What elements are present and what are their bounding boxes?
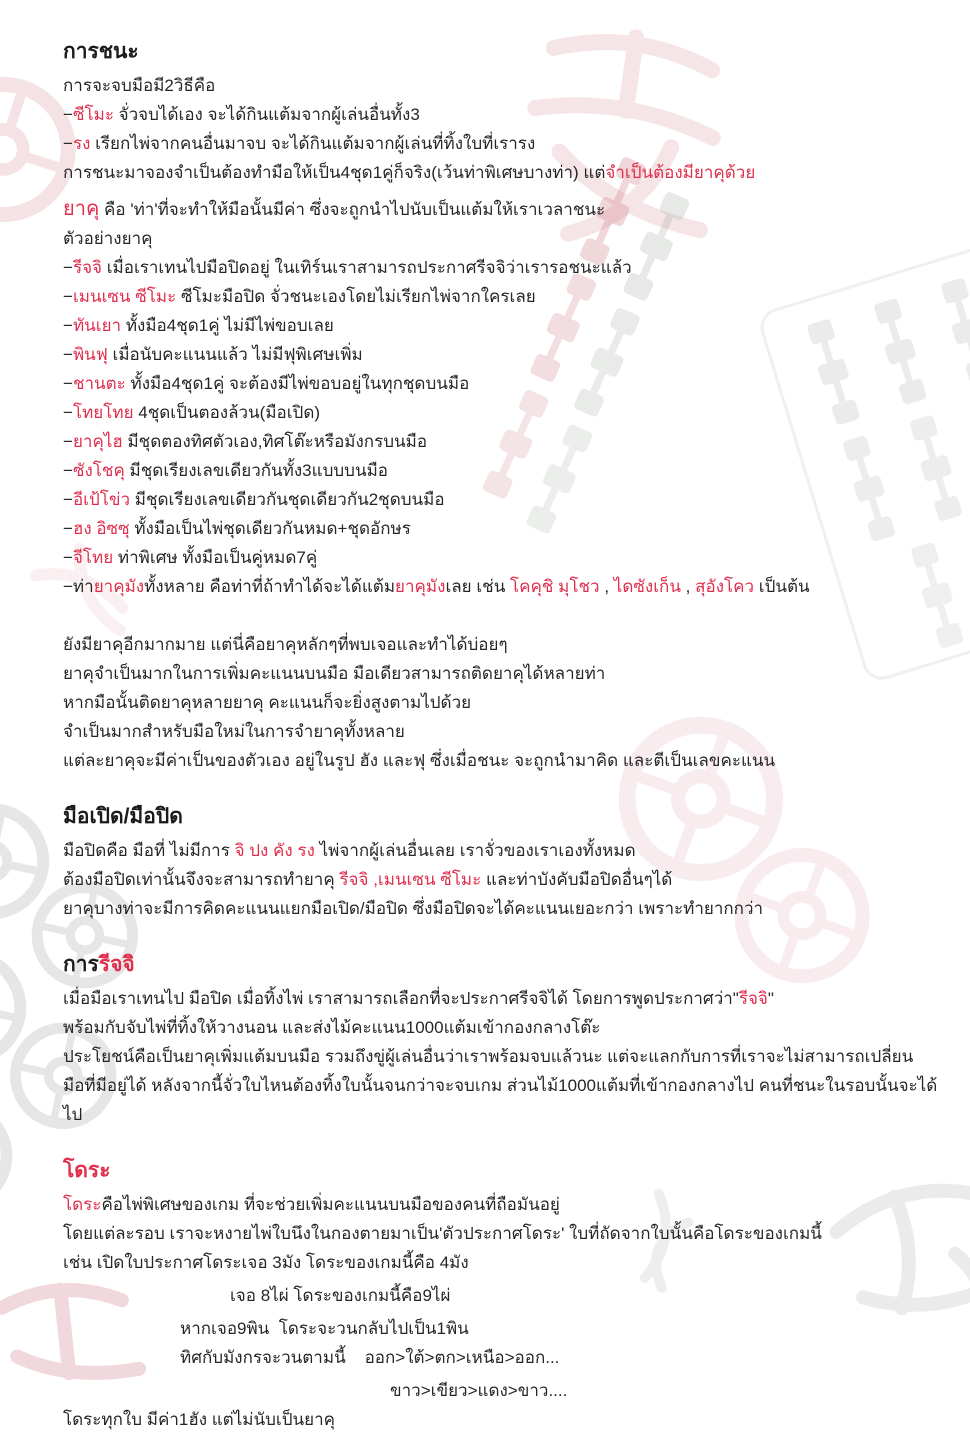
- text-segment: −: [63, 374, 73, 393]
- text-segment: โดยแต่ละรอบ เราจะหงายไพ่ใบนึงในกองตายมาเป็น'ตัวประกาศโดระ' ใบที่ถัดจากใบนั้นคือโดระของเกมนี้: [63, 1224, 822, 1243]
- text-segment: ทั้งหลาย คือท่าที่ถ้าทำได้จะได้แต้ม: [144, 577, 396, 596]
- text-segment: ท่าพิเศษ ทั้งมือเป็นคู่หมด7คู่: [113, 548, 318, 567]
- section-heading-riichi: [63, 950, 944, 980]
- text-line: [63, 1190, 944, 1219]
- text-segment: การชนะ: [63, 40, 139, 63]
- text-segment: ": [767, 989, 774, 1008]
- highlight-term: ไดซังเก็น: [613, 577, 681, 596]
- text-segment: ยังมียาคุอีกมากมาย แต่นี่คือยาคุหลักๆที่พบเจอและทำได้บ่อยๆ: [63, 635, 508, 654]
- text-line: [63, 1071, 944, 1129]
- text-segment: หากเจอ9พิน โดระจะวนกลับไปเป็น1พิน: [180, 1319, 469, 1338]
- text-line: [63, 1343, 944, 1372]
- text-segment: การชนะมาจองจำเป็นต้องทำมือให้เป็น4ชุด1คู่ก็จริง(เว้นท่าพิเศษบางท่า) แต่: [63, 163, 606, 182]
- text-line: [63, 282, 944, 311]
- section-heading-winning: [63, 37, 944, 67]
- blank-line: [63, 601, 944, 630]
- text-segment: ขาว>เขียว>แดง>ขาว....: [390, 1381, 568, 1400]
- text-segment: ยาคุบางท่าจะมีการคิดคะแนนแยกมือเปิด/มือปิด ซึ่งมือปิดจะได้คะแนนเยอะกว่า เพราะทำยากกว่า: [63, 899, 764, 918]
- text-segment: −: [63, 345, 73, 364]
- text-segment: −: [63, 287, 73, 306]
- highlight-term: ทันเยา: [72, 316, 122, 335]
- highlight-term: จีโทย: [72, 548, 114, 567]
- highlight-term: โดระ: [63, 1159, 111, 1182]
- highlight-term: จำเป็นต้องมียาคุด้วย: [605, 163, 756, 182]
- section-heading-dora: [63, 1156, 944, 1186]
- text-line: [63, 1314, 944, 1343]
- text-segment: −: [63, 432, 73, 451]
- text-segment: การจะจบมือมี2วิธีคือ: [63, 76, 216, 95]
- text-segment: −: [63, 519, 73, 538]
- text-line: [63, 129, 944, 158]
- text-segment: −: [63, 258, 73, 277]
- text-segment: −: [63, 461, 73, 480]
- text-line: [63, 1281, 944, 1310]
- text-line: [63, 630, 944, 659]
- section-heading-open-closed: [63, 802, 944, 832]
- highlight-term: รีจจิ ,เมนเซน ซีโมะ: [339, 870, 482, 889]
- text-segment: ,: [680, 577, 696, 596]
- text-segment: −: [63, 134, 73, 153]
- text-line: [63, 894, 944, 923]
- text-segment: ทั้งมือ4ชุด1คู่ ไม่มีไพ่ขอบเลย: [121, 316, 334, 335]
- text-line: [63, 1248, 944, 1277]
- highlight-term: ยาคุมัง: [395, 577, 446, 596]
- text-segment: มีชุดตองทิศตัวเอง,ทิศโต๊ะหรือมังกรบนมือ: [122, 432, 428, 451]
- text-segment: ทิศกับมังกรจะวนตามนี้ ออก>ใต้>ตก>เหนือ>ออก...: [180, 1348, 560, 1367]
- text-segment: พร้อมกับจับไพ่ที่ทิ้งให้วางนอน และส่งไม้คะแนน1000แต้มเข้ากองกลางโต๊ะ: [63, 1018, 601, 1037]
- text-segment: ทั้งมือ4ชุด1คู่ จะต้องมีไพ่ขอบอยู่ในทุกชุดบนมือ: [125, 374, 470, 393]
- text-line: [63, 340, 944, 369]
- text-line: [63, 572, 944, 601]
- text-line: [63, 1376, 944, 1405]
- text-line: [63, 369, 944, 398]
- text-segment: −: [63, 490, 73, 509]
- text-line: [63, 543, 944, 572]
- highlight-term: เมนเซน ซีโมะ: [72, 287, 177, 306]
- highlight-term: ชานตะ: [72, 374, 126, 393]
- highlight-term: ซังโชคุ: [72, 461, 125, 480]
- text-line: [63, 1042, 944, 1071]
- text-line: [63, 456, 944, 485]
- highlight-term: ยาคุ: [63, 198, 100, 220]
- text-segment: ,: [599, 577, 614, 596]
- text-segment: −ท่า: [63, 577, 94, 596]
- text-line: [63, 224, 944, 253]
- highlight-term: ยาคุไฮ: [72, 432, 123, 451]
- text-segment: ยาคุจำเป็นมากในการเพิ่มคะแนนบนมือ มือเดียวสามารถติดยาคุได้หลายท่า: [63, 664, 606, 683]
- text-segment: โดระทุกใบ มีค่า1ฮัง แต่ไม่นับเป็นยาคุ: [63, 1410, 335, 1429]
- text-segment: 4ชุดเป็นตองล้วน(มือเปิด): [133, 403, 321, 422]
- text-line: [63, 746, 944, 775]
- highlight-term: ซีโมะ: [72, 105, 114, 124]
- text-segment: มือปิดคือ มือที่ ไม่มีการ: [63, 841, 235, 860]
- text-segment: ซีโมะมือปิด จั่วชนะเองโดยไม่เรียกไพ่จากใครเลย: [176, 287, 536, 306]
- text-line: [63, 71, 944, 100]
- text-line: [63, 158, 944, 187]
- text-segment: จั่วจบได้เอง จะได้กินแต้มจากผู้เล่นอื่นทั้ง3: [113, 105, 420, 124]
- text-segment: มือที่มีอยู่ได้ หลังจากนี้จั่วใบไหนต้องทิ้งใบนั้นจนกว่าจะจบเกม ส่วนไม้1000แต้มที่เข้ากองกลางไป คนที่ชนะในรอบนั้นจะได้ไป: [63, 1076, 938, 1124]
- text-line: [63, 659, 944, 688]
- text-segment: เป็นต้น: [754, 577, 810, 596]
- text-line: [63, 984, 944, 1013]
- text-segment: มือเปิด/มือปิด: [63, 805, 183, 828]
- text-line: [63, 1405, 944, 1434]
- text-segment: คือไพ่พิเศษของเกม ที่จะช่วยเพิ่มคะแนนบนมือของคนที่ถือมันอยู่: [101, 1195, 560, 1214]
- text-segment: −: [63, 105, 73, 124]
- text-segment: −: [63, 316, 73, 335]
- text-line: [63, 514, 944, 543]
- text-line: [63, 688, 944, 717]
- text-line: [63, 717, 944, 746]
- highlight-term: พินฟุ: [72, 345, 108, 364]
- highlight-term: สุอังโคว: [695, 577, 755, 596]
- text-segment: เมื่อนับคะแนนแล้ว ไม่มีฟุพิเศษเพิ่ม: [107, 345, 363, 364]
- text-line: [63, 427, 944, 456]
- text-segment: เมื่อเราเทนไปมือปิดอยู่ ในเทิร์นเราสามารถประกาศรีจจิว่าเรารอชนะแล้ว: [102, 258, 632, 277]
- yaku-lead-line: [63, 195, 944, 224]
- text-segment: −: [63, 403, 73, 422]
- text-segment: หากมือนั้นติดยาคุหลายยาคุ คะแนนก็จะยิ่งสูงตามไปด้วย: [63, 693, 472, 712]
- text-segment: แต่ละยาคุจะมีค่าเป็นของตัวเอง อยู่ในรูป ฮัง และฟุ ซึ่งเมื่อชนะ จะถูกนำมาคิด และตีเป็นเลขคะแนน: [63, 751, 776, 770]
- highlight-term: รง: [72, 134, 91, 153]
- text-line: [63, 100, 944, 129]
- highlight-term: โดระ: [63, 1195, 102, 1214]
- text-segment: เช่น เปิดใบประกาศโดระเจอ 3มัง โดระของเกมนี้คือ 4มัง: [63, 1253, 469, 1272]
- highlight-term: จิ ปง คัง รง: [234, 841, 315, 860]
- text-segment: และท่าบังคับมือปิดอื่นๆได้: [481, 870, 673, 889]
- highlight-term: รีจจิ: [98, 953, 135, 976]
- text-segment: ประโยชน์คือเป็นยาคุเพิ่มแต้มบนมือ รวมถึงขู่ผู้เล่นอื่นว่าเราพร้อมจบแล้วนะ แต่จะแลกกับการที่เราจะไม่สามารถเปลี่ยน: [63, 1047, 914, 1066]
- text-line: [63, 398, 944, 427]
- highlight-term: โคคุชิ มุโชว: [510, 577, 600, 596]
- text-segment: มีชุดเรียงเลขเดียวกันทั้ง3แบบบนมือ: [124, 461, 388, 480]
- highlight-term: โทยโทย: [72, 403, 134, 422]
- highlight-term: ยาคุมัง: [93, 577, 145, 596]
- text-segment: ไพ่จากผู้เล่นอื่นเลย เราจั่วของเราเองทั้งหมด: [314, 841, 636, 860]
- highlight-term: ฮง อิซซุ: [72, 519, 130, 538]
- text-line: [63, 311, 944, 340]
- text-segment: ทั้งมือเป็นไพ่ชุดเดียวกันหมด+ชุดอักษร: [129, 519, 411, 538]
- text-segment: มีชุดเรียงเลขเดียวกันชุดเดียวกัน2ชุดบนมือ: [130, 490, 445, 509]
- highlight-term: รีจจิ: [738, 989, 768, 1008]
- highlight-term: อีเป้โข่ว: [72, 490, 131, 509]
- text-segment: −: [63, 548, 73, 567]
- text-line: [63, 485, 944, 514]
- text-line: [63, 1219, 944, 1248]
- text-line: [63, 865, 944, 894]
- text-segment: คือ 'ท่า'ที่จะทำให้มือนั้นมีค่า ซึ่งจะถูกนำไปนับเป็นแต้มให้เราเวลาชนะ: [99, 200, 606, 219]
- text-line: [63, 1013, 944, 1042]
- text-segment: ต้องมือปิดเท่านั้นจึงจะสามารถทำยาคุ: [63, 870, 340, 889]
- text-segment: การ: [63, 953, 99, 976]
- text-segment: เมื่อมือเราเทนไป มือปิด เมื่อทิ้งไพ่ เราสามารถเลือกที่จะประกาศรีจจิได้ โดยการพูดประกาศว่า": [63, 989, 739, 1008]
- text-segment: เรียกไพ่จากคนอื่นมาจบ จะได้กินแต้มจากผู้เล่นที่ทิ้งใบที่เรารง: [90, 134, 536, 153]
- text-line: [63, 253, 944, 282]
- text-segment: ตัวอย่างยาคุ: [63, 229, 153, 248]
- text-segment: เจอ 8ไผ่ โดระของเกมนี้คือ9ไผ่: [230, 1286, 451, 1305]
- text-segment: เลย เช่น: [445, 577, 511, 596]
- highlight-term: รีจจิ: [72, 258, 102, 277]
- text-segment: จำเป็นมากสำหรับมือใหม่ในการจำยาคุทั้งหลาย: [63, 722, 405, 741]
- text-line: [63, 836, 944, 865]
